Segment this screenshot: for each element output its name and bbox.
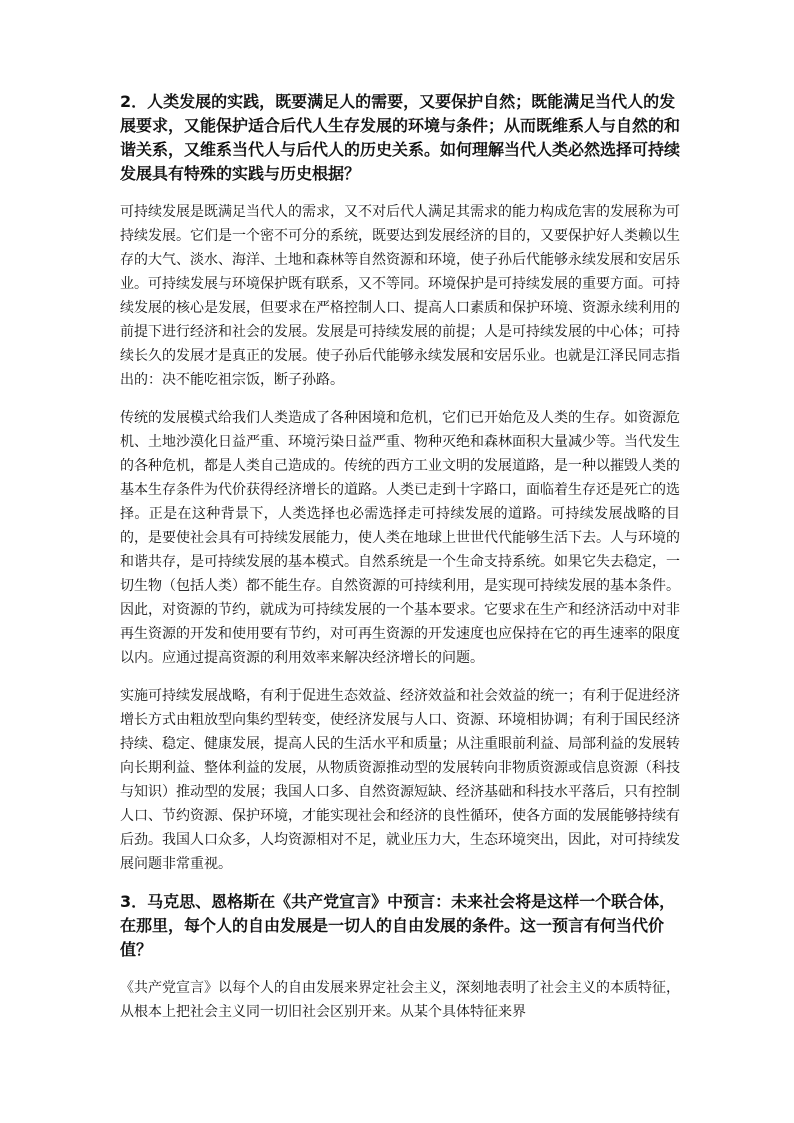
question-2-paragraph-2: 传统的发展模式给我们人类造成了各种困境和危机，它们已开始危及人类的生存。如资源危机、土地沙漠化日益严重、环境污染日益严重、物种灭绝和森林面积大量减少等。当代发生的各种危机，都是人类自己造成的。传统的西方工业文明的发展道路，是一种以摧毁人类的基本生存条件为代价获得经济增长的道路。人类已走到十字路口，面临着生存还是死亡的选择。正是在这种背景下，人类选择也必需选择走可持续发展的道路。可持续发展战略的目的，是要使社会具有可持续发展能力，使人类在地球上世世代代能够生活下去。人与环境的和谐共存，是可持续发展的基本模式。自然系统是一个生命支持系统。如果它失去稳定，一切生物（包括人类）都不能生存。自然资源的可持续利用，是实现可持续发展的基本条件。因此，对资源的节约，就成为可持续发展的一个基本要求。它要求在生产和经济活动中对非再生资源的开发和使用要有节约，对可再生资源的开发速度也应保持在它的再生速率的限度以内。应通过提高资源的利用效率来解决经济增长的问题。 (120, 410, 680, 666)
question-2-paragraph-3: 实施可持续发展战略，有利于促进生态效益、经济效益和社会效益的统一；有利于促进经济增长方式由粗放型向集约型转变，使经济发展与人口、资源、环境相协调；有利于国民经济持续、稳定、健康发展，提高人民的生活水平和质量；从注重眼前利益、局部利益的发展转向长期利益、整体利益的发展，从物质资源推动型的发展转向非物质资源或信息资源（科技与知识）推动型的发展；我国人口多、自然资源短缺、经济基础和科技水平落后，只有控制人口、节约资源、保护环境，才能实现社会和经济的良性循环，使各方面的发展能够持续有后劲。我国人口众多，人均资源相对不足，就业压力大，生态环境突出，因此，对可持续发展问题非常重视。 (120, 688, 680, 872)
question-2-paragraph-1: 可持续发展是既满足当代人的需求，又不对后代人满足其需求的能力构成危害的发展称为可持续发展。它们是一个密不可分的系统，既要达到发展经济的目的，又要保护好人类赖以生存的大气、淡水、海洋、土地和森林等自然资源和环境，使子孙后代能够永续发展和安居乐业。可持续发展与环境保护既有联系，又不等同。环境保护是可持续发展的重要方面。可持续发展的核心是发展，但要求在严格控制人口、提高人口素质和保护环境、资源永续利用的前提下进行经济和社会的发展。发展是可持续发展的前提；人是可持续发展的中心体；可持续长久的发展才是真正的发展。使子孙后代能够永续发展和安居乐业。也就是江泽民同志指出的：决不能吃祖宗饭，断子孙路。 (120, 204, 680, 388)
question-3-heading: 3．马克思、恩格斯在《共产党宣言》中预言：未来社会将是这样一个联合体，在那里，每个人的自由发展是一切人的自由发展的条件。这一预言有何当代价值？ (120, 892, 676, 959)
document-page (120, 90, 680, 1038)
question-2-heading: 2．人类发展的实践，既要满足人的需要，又要保护自然；既能满足当代人的发展要求，又能保护适合后代人生存发展的环境与条件；从而既维系人与自然的和谐关系，又维系当代人与后代人的历史关系。如何理解当代人类必然选择可持续发展具有特殊的实践与历史根据？ (120, 92, 681, 183)
question-3-paragraph-1: 《共产党宣言》以每个人的自由发展来界定社会主义，深刻地表明了社会主义的本质特征，从根本上把社会主义同一切旧社会区别开来。从某个具体特征来界 (120, 980, 680, 1020)
